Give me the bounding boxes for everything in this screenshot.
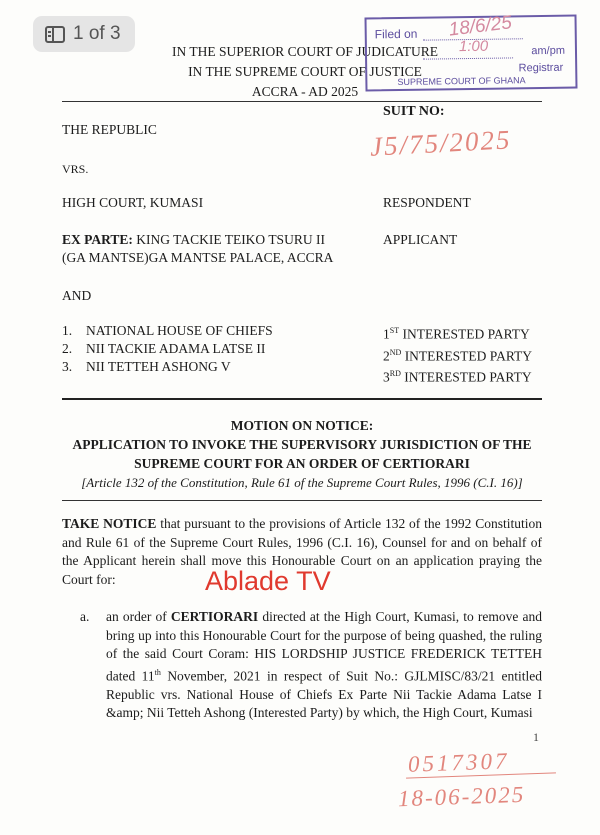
stamp-registrar-label: Registrar [518, 61, 564, 75]
take-notice-label: TAKE NOTICE [62, 516, 157, 531]
list-item: 1ST INTERESTED PARTY [383, 326, 530, 342]
item-a-label: a. [80, 609, 90, 624]
sidebar-icon[interactable] [45, 26, 65, 43]
divider-middle [62, 398, 542, 400]
take-notice-text: that pursuant to the provisions of Article 132 of the 1992 Constitution and Rule 61 of the Supreme Court Rules, 1996 (C.I. 16), Counsel for and on behalf of the Applicant herein shall move this Honourable Court on an application praying the Court for: [62, 516, 542, 587]
page-mark: 1 [533, 730, 539, 744]
respondent-name: HIGH COURT, KUMASI [62, 195, 204, 210]
court-line-3: ACCRA - AD 2025 [251, 84, 359, 99]
list-item: 2. NII TACKIE ADAMA LATSE II [62, 341, 266, 356]
list-item: 3. NII TETTEH ASHONG V [62, 359, 231, 374]
watermark-text: Ablade TV [205, 566, 331, 596]
interested-parties-list [62, 322, 273, 376]
divider-lower [62, 500, 542, 501]
stamp-time-value: 1:00 [458, 37, 489, 56]
respondent-role: RESPONDENT [383, 195, 471, 210]
suit-number: J5/75/2025 [369, 124, 513, 162]
suit-label: SUIT NO: [383, 104, 445, 119]
motion-subtitle-2: SUPREME COURT FOR AN ORDER OF CERTIORARI [134, 456, 470, 471]
handwritten-ref-date: 18-06-2025 [397, 781, 526, 812]
party-versus: VRS. [62, 162, 89, 176]
motion-citation: [Article 132 of the Constitution, Rule 61 of the Supreme Court Rules, 1996 (C.I. 16)] [81, 475, 523, 490]
list-item: 3RD INTERESTED PARTY [383, 369, 532, 385]
court-line-2: IN THE SUPREME COURT OF JUSTICE [188, 64, 422, 79]
stamp-filed-label: Filed on [374, 26, 418, 42]
applicant-line [62, 232, 325, 248]
stamp-court-name: SUPREME COURT OF GHANA [397, 75, 526, 88]
interested-party-roles [383, 322, 532, 387]
stamp-time-suffix: am/pm [531, 44, 566, 58]
divider-top [62, 101, 542, 102]
stamp-filed-date: 18/6/25 [447, 12, 514, 41]
court-line-1: IN THE SUPERIOR COURT OF JUDICATURE [171, 44, 439, 59]
motion-title: MOTION ON NOTICE: [230, 418, 374, 433]
handwritten-ref-number: 0517307 [407, 748, 510, 777]
applicant-address: (GA MANTSE)GA MANTSE PALACE, ACCRA [62, 250, 334, 265]
page-indicator[interactable] [33, 16, 135, 52]
ex-parte-label: EX PARTE: [62, 232, 133, 247]
list-item: 2ND INTERESTED PARTY [383, 347, 533, 363]
party-and: AND [62, 288, 92, 303]
item-a-text: an order of CERTIORARI directed at the High Court, Kumasi, to remove and bring up into this Honourable Court for the purpose of being quashed, the ruling of the said Court Coram: HIS LORDSHIP JUSTICE FREDERICK TETTEH dated 11th November, 2021 in respect of Suit No.: GJLMISC/83/21 entitled Republic vrs. National House of Chiefs Ex Parte Nii Tackie Adama Latse I &amp; Nii Tetteh Ashong (Interested Party) by which, the High Court, Kumasi [106, 609, 543, 720]
applicant-name: KING TACKIE TEIKO TSURU II [136, 232, 325, 247]
party-republic: THE REPUBLIC [62, 122, 157, 137]
filed-stamp [364, 12, 577, 92]
list-item: 1. NATIONAL HOUSE OF CHIEFS [62, 323, 273, 338]
page-indicator-text: 1 of 3 [73, 23, 121, 44]
motion-subtitle-1: APPLICATION TO INVOKE THE SUPERVISORY JURISDICTION OF THE [72, 437, 532, 452]
prayer-item-a [80, 608, 542, 723]
stamp-time-line [423, 57, 513, 59]
applicant-role: APPLICANT [383, 232, 458, 247]
